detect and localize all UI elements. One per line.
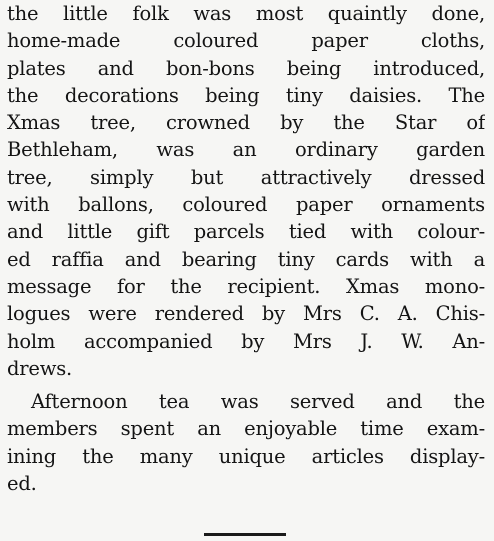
text-line: ed. — [7, 472, 37, 496]
text-line: Xmas tree, crowned by the Star of — [7, 111, 485, 135]
newspaper-column — [7, 0, 485, 497]
text-line: with ballons, coloured paper ornaments — [7, 193, 485, 217]
text-line: drews. — [7, 356, 73, 380]
section-divider-rule — [204, 533, 286, 536]
text-line: Afternoon tea was served and the — [31, 390, 485, 414]
text-line: ed raffia and bearing tiny cards with a — [7, 247, 485, 271]
text-line: holm accompanied by Mrs J. W. An- — [7, 329, 485, 353]
text-line: ining the many unique articles display- — [7, 444, 485, 468]
text-line: members spent an enjoyable time exam- — [7, 417, 485, 441]
text-line: the little folk was most quaintly done, — [7, 2, 485, 25]
text-line: message for the recipient. Xmas mono- — [7, 274, 485, 298]
text-line: logues were rendered by Mrs C. A. Chis- — [7, 302, 485, 326]
text-line: tree, simply but attractively dressed — [7, 165, 485, 189]
paragraph-1 — [7, 0, 485, 382]
text-line: the decorations being tiny daisies. The — [7, 83, 485, 107]
text-line: Bethleham, was an ordinary garden — [7, 138, 485, 162]
text-line: home-made coloured paper cloths, — [7, 29, 485, 53]
text-line: plates and bon-bons being introduced, — [7, 56, 485, 80]
text-line: and little gift parcels tied with colour- — [7, 220, 485, 244]
paragraph-2 — [7, 388, 485, 497]
